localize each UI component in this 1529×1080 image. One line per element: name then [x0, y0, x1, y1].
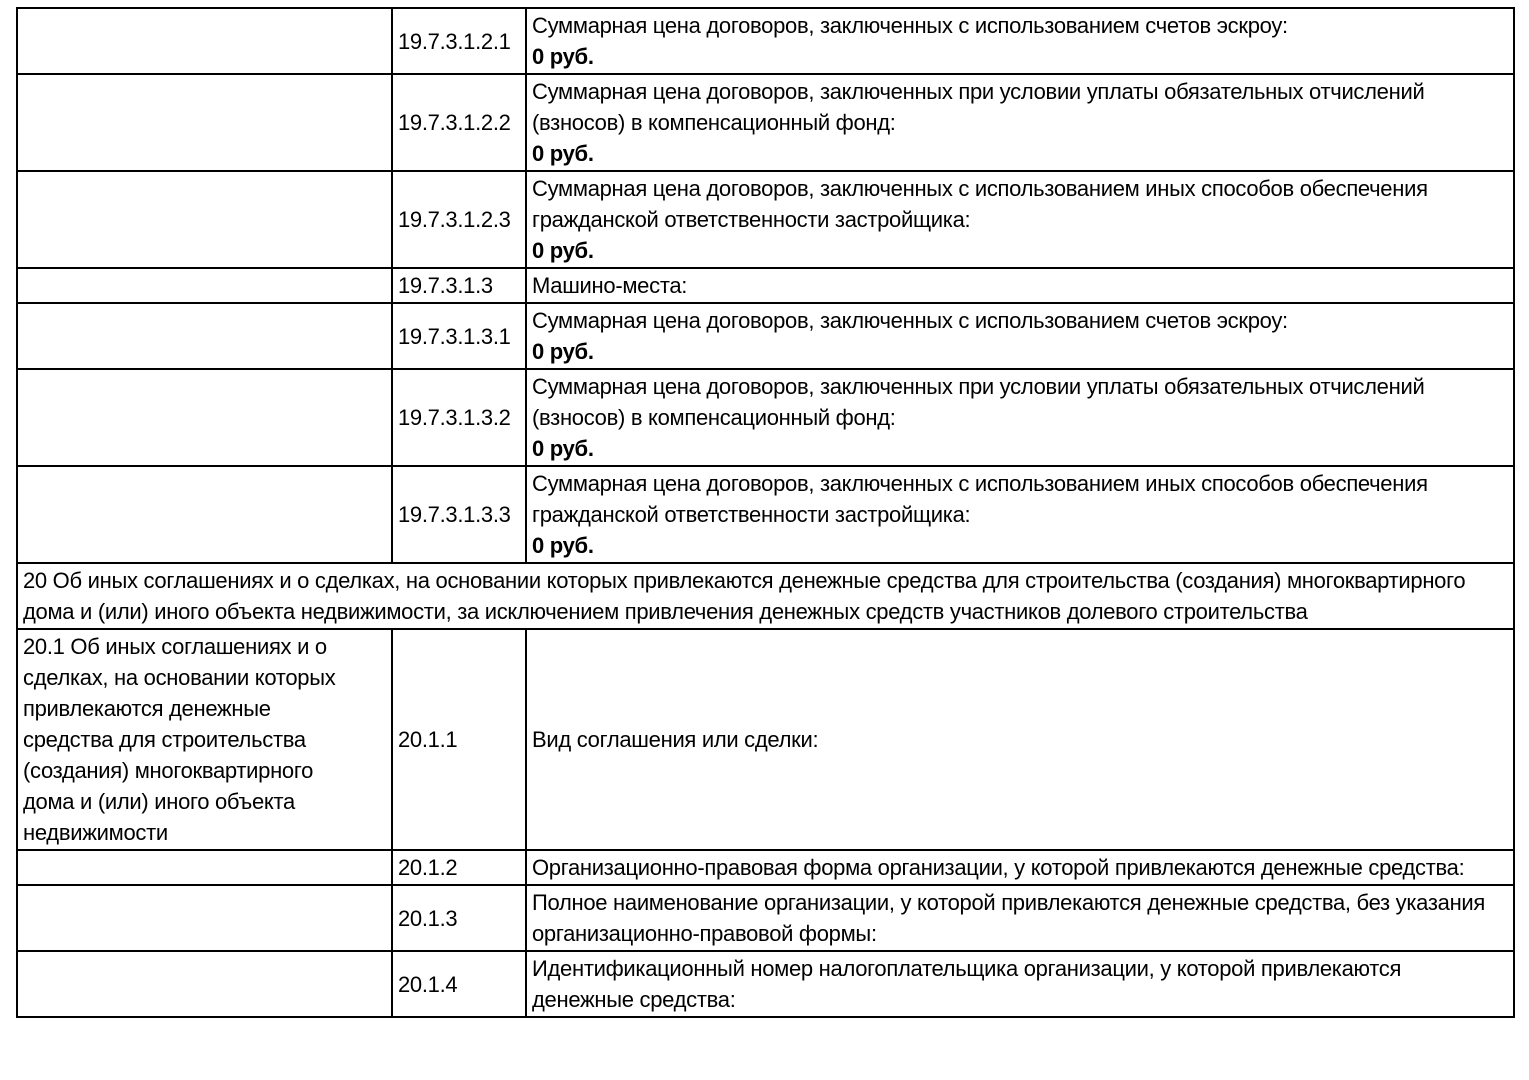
- row-number-cell: [392, 303, 526, 369]
- section-20-header: 20 Об иных соглашениях и о сделках, на основании которых привлекаются денежные средства для строительства (создания) многоквартирного дома и (или) иного объекта недвижимости, за исключением привлечения денежных средств участников долевого строительства: [17, 563, 1514, 629]
- row-number: 20.1.4: [398, 971, 458, 997]
- empty-left-cell: [17, 466, 392, 563]
- row-content-cell: [526, 629, 1514, 850]
- row-value: 0 руб.: [532, 436, 594, 461]
- row-label: Суммарная цена договоров, заключенных с использованием иных способов обеспечения гражданской ответственности застройщика:: [532, 471, 1428, 527]
- row-label: Вид соглашения или сделки:: [532, 727, 819, 752]
- section-20-1-left-cell: [17, 629, 392, 850]
- row-number-cell: [392, 268, 526, 303]
- empty-left-cell: [17, 74, 392, 171]
- row-label: Организационно-правовая форма организации, у которой привлекаются денежные средства:: [532, 855, 1465, 880]
- empty-left-cell: [17, 303, 392, 369]
- row-number: 19.7.3.1.3.3: [398, 502, 511, 527]
- row-value: 0 руб.: [532, 339, 594, 364]
- row-number: 19.7.3.1.2.1: [398, 28, 511, 54]
- row-number-cell: [392, 8, 526, 74]
- row-content-cell: [526, 8, 1514, 74]
- row-number-cell: [392, 951, 526, 1017]
- table-row: [17, 466, 1514, 563]
- empty-left-cell: [17, 369, 392, 466]
- row-content-cell: [526, 171, 1514, 268]
- row-number: 19.7.3.1.3.1: [398, 323, 511, 349]
- row-content-cell: [526, 303, 1514, 369]
- row-number: 20.1.2: [398, 855, 458, 880]
- row-number: 19.7.3.1.3: [398, 273, 493, 298]
- row-content-cell: [526, 466, 1514, 563]
- row-content-cell: [526, 268, 1514, 303]
- row-label: Суммарная цена договоров, заключенных при условии уплаты обязательных отчислений (взносов) в компенсационный фонд:: [532, 79, 1425, 135]
- row-content-cell: [526, 951, 1514, 1017]
- section-header-row: [17, 563, 1514, 629]
- row-value: 0 руб.: [532, 141, 594, 166]
- table-row: [17, 369, 1514, 466]
- row-number: 20.1.1: [398, 727, 458, 752]
- table-row: [17, 850, 1514, 885]
- row-label: Машино-места:: [532, 273, 688, 298]
- row-number: 19.7.3.1.3.2: [398, 405, 511, 430]
- row-label: Идентификационный номер налогоплательщика организации, у которой привлекаются денежные средства:: [532, 956, 1402, 1012]
- table-row: [17, 171, 1514, 268]
- table-row: [17, 8, 1514, 74]
- row-label: Полное наименование организации, у которой привлекаются денежные средства, без указания организационно-правовой формы:: [532, 890, 1486, 946]
- empty-left-cell: [17, 8, 392, 74]
- row-label: Суммарная цена договоров, заключенных с использованием иных способов обеспечения гражданской ответственности застройщика:: [532, 176, 1428, 232]
- table-row: [17, 951, 1514, 1017]
- row-value: 0 руб.: [532, 44, 594, 69]
- empty-left-cell: [17, 951, 392, 1017]
- table-row: [17, 629, 1514, 850]
- row-number-cell: [392, 74, 526, 171]
- row-content-cell: [526, 369, 1514, 466]
- row-content-cell: [526, 885, 1514, 951]
- declaration-table: [16, 7, 1515, 1018]
- row-number-cell: [392, 171, 526, 268]
- table-row: [17, 885, 1514, 951]
- row-number-cell: [392, 885, 526, 951]
- row-number-cell: [392, 466, 526, 563]
- table-row: [17, 74, 1514, 171]
- table-row: [17, 303, 1514, 369]
- row-number-cell: [392, 369, 526, 466]
- row-number: 20.1.3: [398, 905, 458, 931]
- empty-left-cell: [17, 268, 392, 303]
- row-label: Суммарная цена договоров, заключенных с использованием счетов эскроу:: [532, 308, 1288, 333]
- row-number: 19.7.3.1.2.2: [398, 110, 511, 135]
- empty-left-cell: [17, 171, 392, 268]
- row-number-cell: [392, 629, 526, 850]
- row-label: Суммарная цена договоров, заключенных с использованием счетов эскроу:: [532, 13, 1288, 38]
- section-20-1-left-label: 20.1 Об иных соглашениях и о сделках, на основании которых привлекаются денежные средства для строительства (создания) многоквартирного дома и (или) иного объекта недвижимости: [23, 634, 336, 845]
- table-row: [17, 268, 1514, 303]
- row-content-cell: [526, 850, 1514, 885]
- row-label: Суммарная цена договоров, заключенных при условии уплаты обязательных отчислений (взносов) в компенсационный фонд:: [532, 374, 1425, 430]
- row-value: 0 руб.: [532, 238, 594, 263]
- row-number-cell: [392, 850, 526, 885]
- empty-left-cell: [17, 850, 392, 885]
- row-number: 19.7.3.1.2.3: [398, 207, 511, 232]
- row-value: 0 руб.: [532, 533, 594, 558]
- row-content-cell: [526, 74, 1514, 171]
- empty-left-cell: [17, 885, 392, 951]
